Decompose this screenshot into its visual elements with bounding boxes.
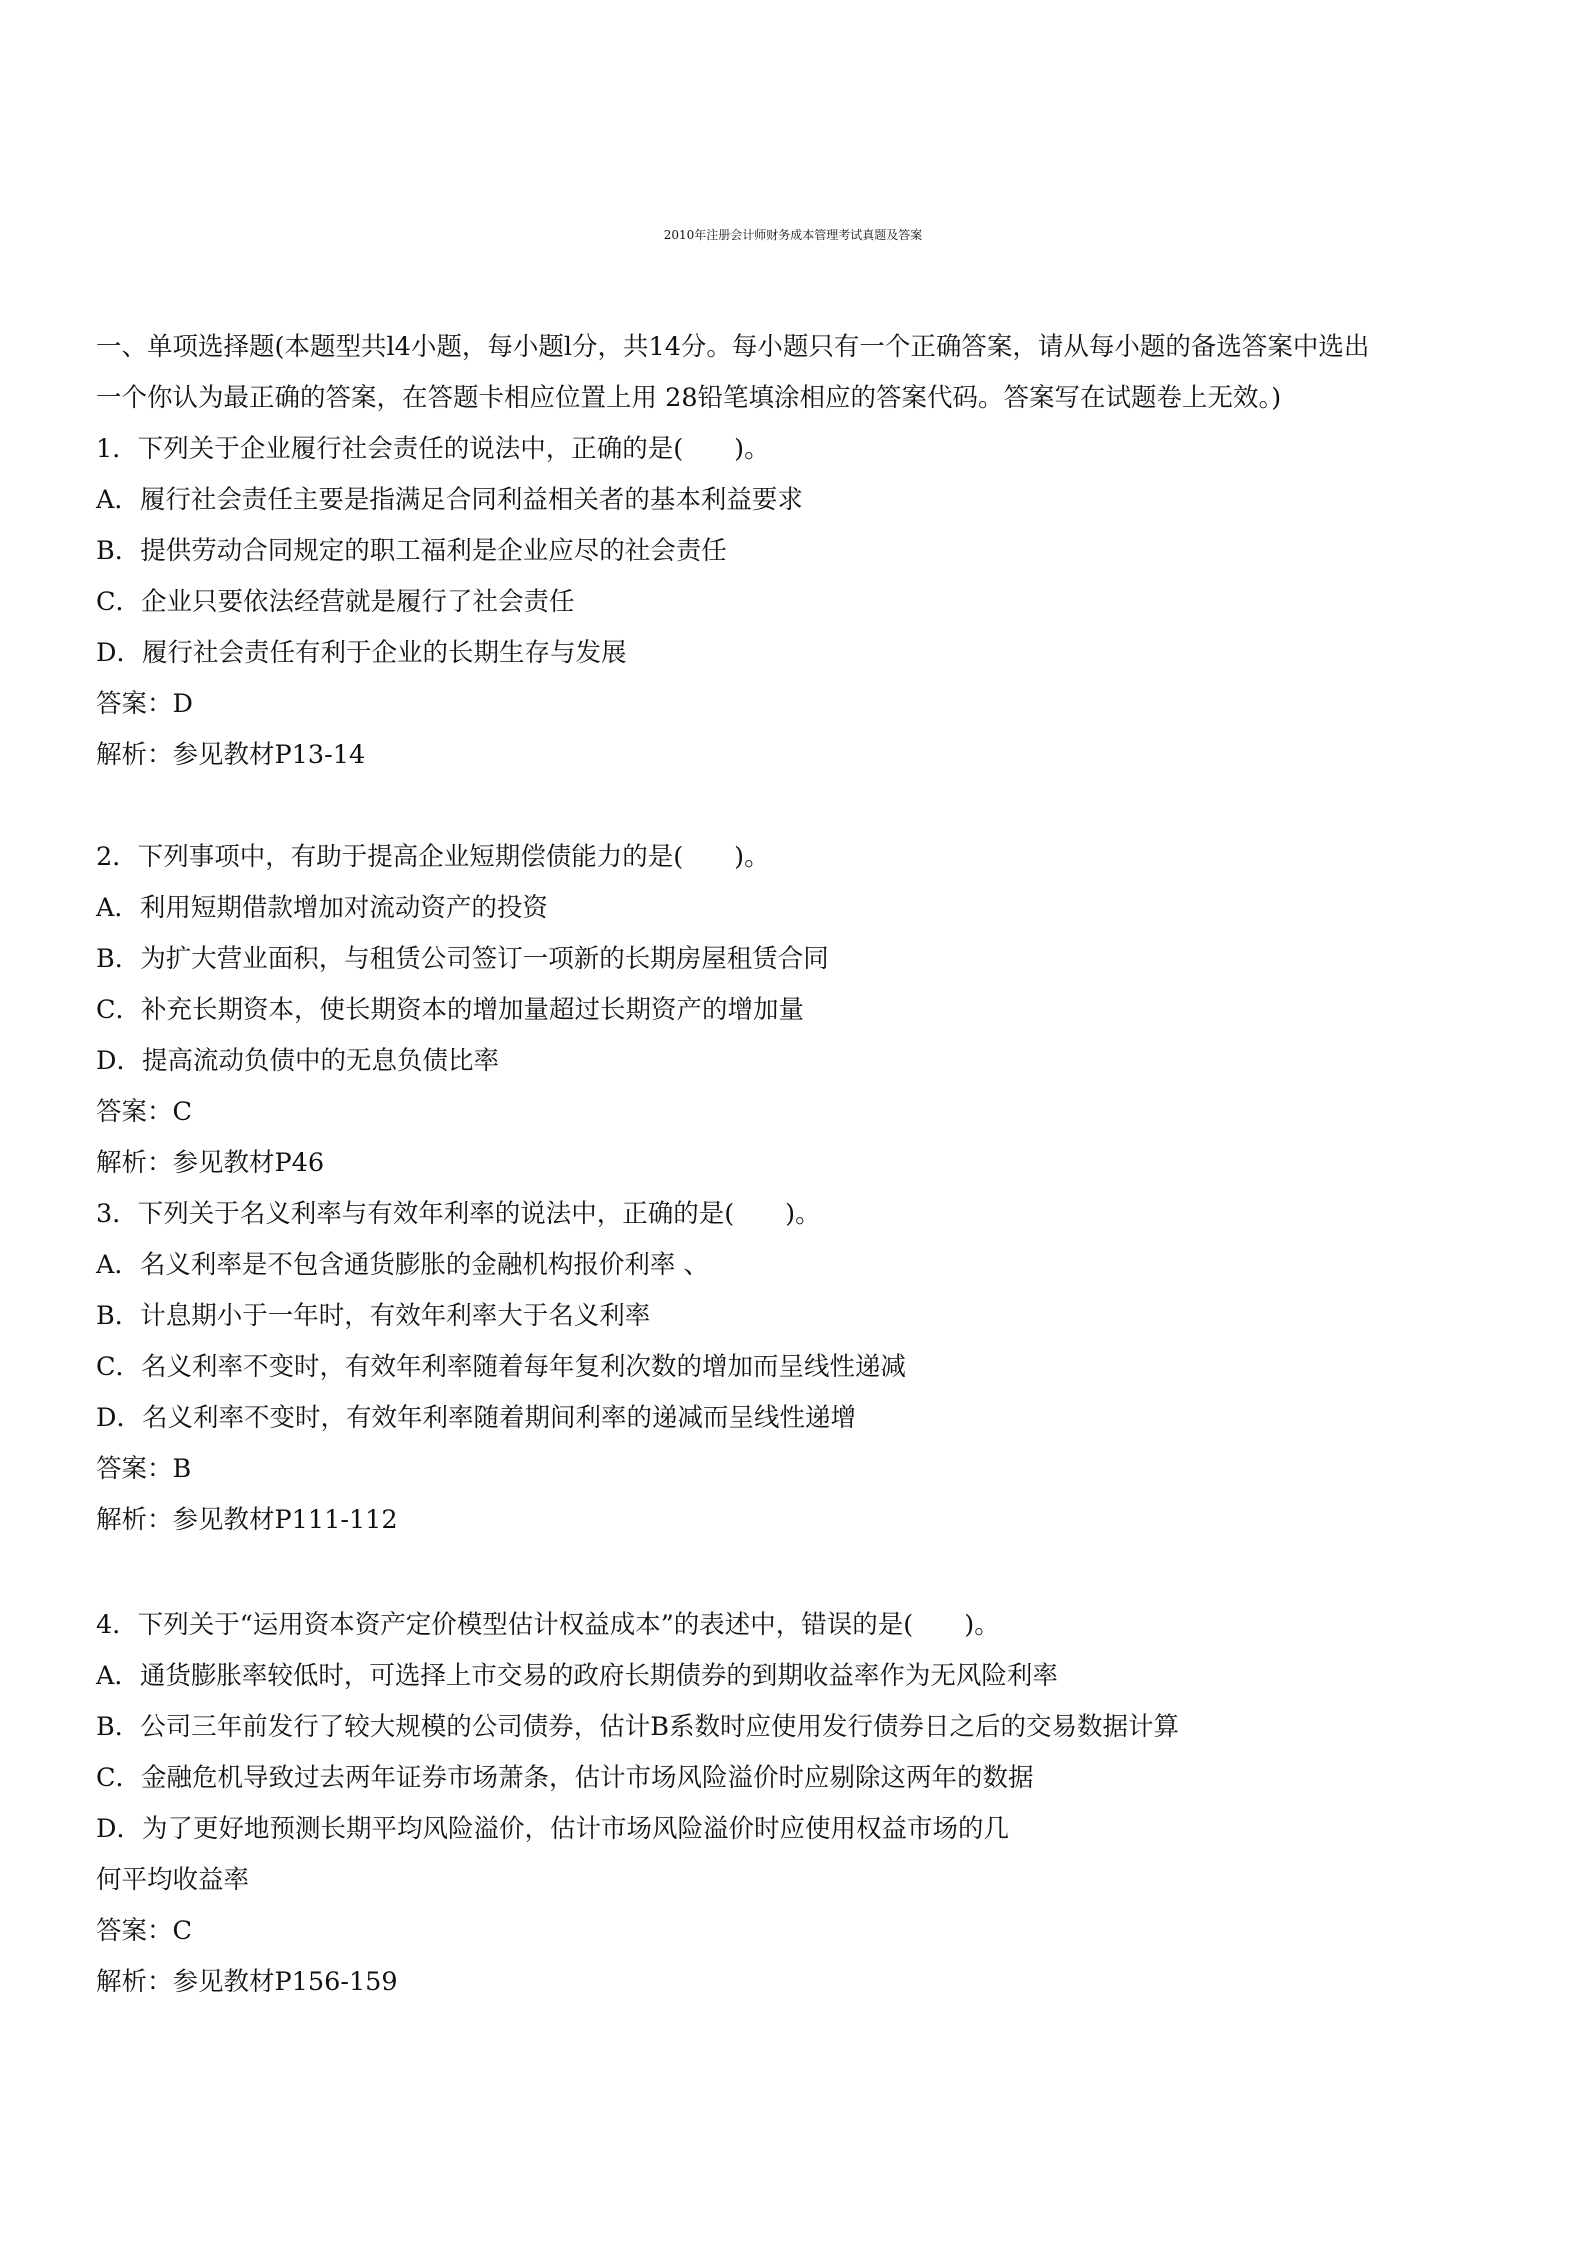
question-3-stem: 3．下列关于名义利率与有效年利率的说法中，正确的是( )。 [96,1199,821,1229]
question-2-option-a: A．利用短期借款增加对流动资产的投资 [96,893,548,923]
question-3-option-d: D．名义利率不变时，有效年利率随着期间利率的递减而呈线性递增 [96,1403,856,1433]
question-1-stem: 1．下列关于企业履行社会责任的说法中，正确的是( )。 [96,434,770,464]
question-3-analysis: 解析：参见教材P111-112 [96,1505,398,1535]
question-4-option-c: C．金融危机导致过去两年证券市场萧条，估计市场风险溢价时应剔除这两年的数据 [96,1763,1034,1793]
question-4-option-a: A．通货膨胀率较低时，可选择上市交易的政府长期债券的到期收益率作为无风险利率 [96,1661,1058,1691]
question-1-option-d: D．履行社会责任有利于企业的长期生存与发展 [96,638,627,668]
question-2-stem: 2．下列事项中，有助于提高企业短期偿债能力的是( )。 [96,842,770,872]
question-4-answer: 答案：C [96,1916,193,1946]
question-4-option-d-continuation: 何平均收益率 [96,1865,250,1895]
question-4-stem: 4．下列关于“运用资本资产定价模型估计权益成本”的表述中，错误的是( )。 [96,1610,1000,1640]
question-2-option-b: B．为扩大营业面积，与租赁公司签订一项新的长期房屋租赁合同 [96,944,829,974]
question-1-option-c: C．企业只要依法经营就是履行了社会责任 [96,587,575,617]
question-1-option-b: B．提供劳动合同规定的职工福利是企业应尽的社会责任 [96,536,727,566]
question-4-option-d: D．为了更好地预测长期平均风险溢价，估计市场风险溢价时应使用权益市场的几 [96,1814,1009,1844]
question-1-option-a: A．履行社会责任主要是指满足合同利益相关者的基本利益要求 [96,485,803,515]
question-4-option-b: B．公司三年前发行了较大规模的公司债券，估计B系数时应使用发行债券日之后的交易数据计算 [96,1712,1179,1742]
question-3-option-c: C．名义利率不变时，有效年利率随着每年复利次数的增加而呈线性递减 [96,1352,907,1382]
question-1-analysis: 解析：参见教材P13-14 [96,740,366,770]
question-2-answer: 答案：C [96,1097,193,1127]
section-intro-line-1: 一、单项选择题(本题型共l4小题，每小题l分，共14分。每小题只有一个正确答案，请从每小题的备选答案中选出 [96,332,1370,362]
page-title: 2010年注册会计师财务成本管理考试真题及答案 [663,228,923,242]
question-2-option-d: D．提高流动负债中的无息负债比率 [96,1046,499,1076]
question-1-answer: 答案：D [96,689,193,719]
question-3-option-b: B．计息期小于一年时，有效年利率大于名义利率 [96,1301,651,1331]
section-intro-line-2: 一个你认为最正确的答案，在答题卡相应位置上用 28铅笔填涂相应的答案代码。答案写在试题卷上无效。) [96,383,1282,413]
question-4-analysis: 解析：参见教材P156-159 [96,1967,398,1997]
question-3-option-a: A．名义利率是不包含通货膨胀的金融机构报价利率 、 [96,1250,710,1280]
question-2-analysis: 解析：参见教材P46 [96,1148,325,1178]
question-3-answer: 答案：B [96,1454,192,1484]
question-2-option-c: C．补充长期资本，使长期资本的增加量超过长期资产的增加量 [96,995,805,1025]
